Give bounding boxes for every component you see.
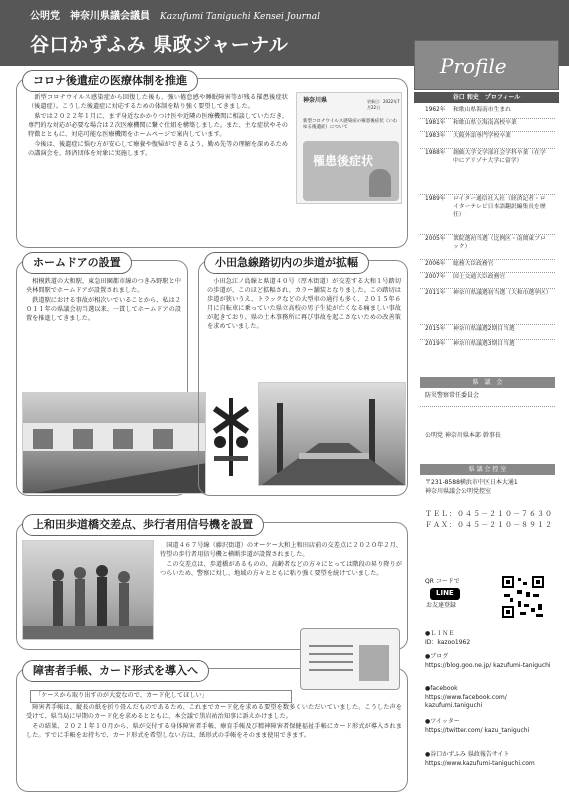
profile-item <box>425 107 555 115</box>
qr-code-icon[interactable] <box>500 574 546 620</box>
assembly-label: 県 議 会 <box>420 377 555 388</box>
friend-label: お友達登録 <box>426 602 457 609</box>
profile-item-text: 神奈川県議選初当選（大和市選挙区） <box>453 290 552 296</box>
profile-item-year: 2019年 <box>425 341 446 347</box>
img-poster-text: 罹患後症状 <box>313 154 374 168</box>
covid-para-1: 新型コロナウイルス感染症から回復した後も、強い倦怠感や睡眠障害等が残る罹患後症状（後遺症）。こうした後遺症に対応するための体制を粘り強く要望してきました。 <box>28 94 288 110</box>
section-card-title: 障害者手帳、カード形式を導入へ <box>22 660 209 682</box>
profile-item-year: 1983年 <box>425 133 446 139</box>
section-signal-title: 上和田歩道橋交差点、歩行者用信号機を設置 <box>22 514 264 536</box>
profile-item <box>425 120 555 128</box>
site-link[interactable]: https://www.kazufumi-taniguchi.com <box>425 760 535 767</box>
profile-script-title: Profile <box>440 54 507 78</box>
railroad-crossing-icon <box>206 392 256 478</box>
profile-item-text: 神奈川県議選3期目当選 <box>453 341 515 347</box>
profile-name-bar: 谷口 和史 プロフィール <box>414 92 559 103</box>
line-id: ID：kazoo1962 <box>425 639 471 646</box>
profile-item-year: 1981年 <box>425 120 446 126</box>
profile-item-text: ロイター通信社入社（経済記者・ロイターテレビ日本語翻訳編集長を歴任） <box>453 196 546 218</box>
office-address-2: 神奈川県議会公明党控室 <box>425 488 492 495</box>
profile-item <box>425 290 555 298</box>
profile-item-year: 1989年 <box>425 196 446 202</box>
homedoor-para-1: 相模鉄道の大和駅、東急田園都市線のつきみ野駅と中央林間駅でホームドアが設置されました。 <box>26 278 181 294</box>
profile-item-year: 2006年 <box>425 261 446 267</box>
line-badge: LINE <box>430 588 460 600</box>
signal-para-1: 国道４６７号線（藤沢街道）のオーケー大和上和田店前の交差点に２０２０年２月、待望の歩行者用信号機と横断歩道が設置されました。 <box>160 542 402 558</box>
img-caption: 新型コロナウイルス感染症の罹患後症状（いわゆる後遺症）について <box>303 119 398 131</box>
img-site-name: 神奈川県 <box>303 97 328 104</box>
twitter-link[interactable]: https://twitter.com/ kazu_taniguchi <box>425 727 530 734</box>
section-signal-body <box>160 542 402 580</box>
office-address: 〒231-8588横浜市中区日本大通1 <box>425 479 518 486</box>
profile-item-text: 和歌山県海南市生まれ <box>453 107 511 113</box>
twitter-label: ●ツイッター <box>425 718 460 725</box>
office-tel: ＴＥＬ：０４５－２１０－７６３０ <box>425 510 553 518</box>
blog-link[interactable]: https://blog.goo.ne.jp/ kazufumi-taniguchi <box>425 662 551 669</box>
profile-item <box>425 150 555 166</box>
homedoor-para-2: 鉄道駅における事故が相次いでいることから、私は２０１１年の県議会初当選以来、一貫してホームドアの設置を推進してきました。 <box>26 296 181 322</box>
masthead-subtitle <box>30 10 320 24</box>
profile-item-text: 国土交通大臣政務官 <box>453 274 506 280</box>
profile-item <box>425 236 555 252</box>
profile-item <box>425 274 555 282</box>
profile-item <box>425 326 555 334</box>
profile-item-year: 2005年 <box>425 236 446 242</box>
crossing-para-1: 小田急江ノ島線と県道４０号（厚木街道）が交差する大和１号踏切の歩道が、このほど拡幅され、カラー舗装となりました。この踏切は歩道が狭いうえ、トラックなどの大型車の通行も多く、２０１５年６月に自転車に乗っていた県立高校の男子生徒が亡くなる痛ましい事故が起きており、県の土木事務所に再び事故を起こさないための改善策を求めていました。 <box>207 278 401 330</box>
section-crossing-body <box>207 278 401 333</box>
section-crossing-title: 小田急線踏切内の歩道が拡幅 <box>204 252 369 274</box>
section-covid-title: コロナ後遺症の医療体制を推進 <box>22 70 198 92</box>
profile-item-text: 和歌山県立海南高校卒業 <box>453 120 517 126</box>
img-poster <box>303 141 399 201</box>
crossing-photo <box>258 382 406 486</box>
covid-website-image <box>296 92 402 204</box>
profile-item-text: 大阪外語専門学校卒業 <box>453 133 511 139</box>
homedoor-photo <box>22 392 206 494</box>
masthead-title: 谷口かずふみ 県政ジャーナル <box>30 34 289 56</box>
profile-item <box>425 133 555 141</box>
profile-item-year: 1988年 <box>425 150 446 156</box>
section-homedoor-body <box>26 278 181 325</box>
office-label: 県 議 会 控 室 <box>420 464 555 475</box>
nurse-illustration <box>369 169 391 197</box>
party-member-label: 公明党 神奈川県議会議員 <box>30 11 150 22</box>
card-quote: 「ケースから取り出すのが大変なので、カード化してほしい」 <box>30 690 292 703</box>
line-title: ●ＬＩＮＥ <box>425 630 455 637</box>
party-role: 公明党 神奈川県本部 幹事長 <box>425 432 501 439</box>
card-photo-placeholder <box>359 645 389 681</box>
profile-item <box>425 261 555 269</box>
covid-para-3: 今後は、後遺症に悩む方が安心して療養や復帰ができるよう、勤め先等の理解を深めるための講演会を、経済団体を対象に実施します。 <box>28 140 288 157</box>
english-title: Kazufumi Taniguchi Kensei Journal <box>160 12 320 22</box>
qr-label: QR コードで <box>425 578 460 585</box>
section-homedoor-title: ホームドアの設置 <box>22 252 132 274</box>
signal-para-2: この交差点は、歩道橋があるものの、高齢者などの方々にとっては階段の昇り降りがつらいため、警察に対し、地域の方々とともに粘り強く要望を続けていました。 <box>160 560 402 577</box>
facebook-link[interactable]: https://www.facebook.com/ kazufumi.taniguchi <box>425 694 507 710</box>
signal-photo <box>22 540 154 640</box>
section-covid-body <box>28 94 288 160</box>
profile-item-year: 2011年 <box>425 290 446 296</box>
img-date: 更新日：2022年7月22日 <box>367 99 400 110</box>
profile-item-year: 1962年 <box>425 107 446 113</box>
profile-item-text: 総務大臣政務官 <box>453 261 494 267</box>
card-para-1: 障害者手帳は、縦長の紙を折り畳んだものであるため、これまでカード化を求める要望を数多くいただいていました。こうした声を受けて、県当局に早期のカード化を求めるとともに、本会議で黒岩祐治知事に訴えかけました。 <box>26 704 402 720</box>
profile-item-year: 2007年 <box>425 274 446 280</box>
blog-label: ●ブログ <box>425 653 449 660</box>
committee: 防災警察常任委員会 <box>425 392 480 399</box>
profile-item-year: 2015年 <box>425 326 446 332</box>
office-fax: ＦＡＸ：０４５－２１０－８９１２ <box>425 521 553 529</box>
covid-para-2: 県では２０２２年１月に、まず身近なかかりつけ医や近隣の医療機関に相談していただき、専門的な対応が必要な場合は２次医療機関に繋ぐ仕組を構築しました。また、主な症状やその特徴とともに、対応可能な医療機関をホームページで案内しています。 <box>28 112 288 138</box>
facebook-label: ●facebook <box>425 685 458 692</box>
site-label: ●谷口かずふみ 県政報告サイト <box>425 751 510 758</box>
profile-item-text: 創価大学文学部社会学科卒業（在学中にアリゾナ大学に留学） <box>453 150 546 164</box>
card-image <box>300 628 400 690</box>
profile-item <box>425 341 555 349</box>
profile-item-text: 神奈川県議選2期目当選 <box>453 326 515 332</box>
section-card-body <box>26 704 402 742</box>
profile-item <box>425 196 555 219</box>
profile-item-text: 衆院選初当選（比例区・南関東ブロック） <box>453 236 546 250</box>
card-para-2: その結果、２０２１年１０月から、県が交付する身体障害者手帳、療育手帳及び精神障害者保健福祉手帳にカード形式が導入されました。すでに手帳をお持ちで、カード形式を希望しない方は、紙形式の手帳をそのまま使用できます。 <box>26 722 402 739</box>
